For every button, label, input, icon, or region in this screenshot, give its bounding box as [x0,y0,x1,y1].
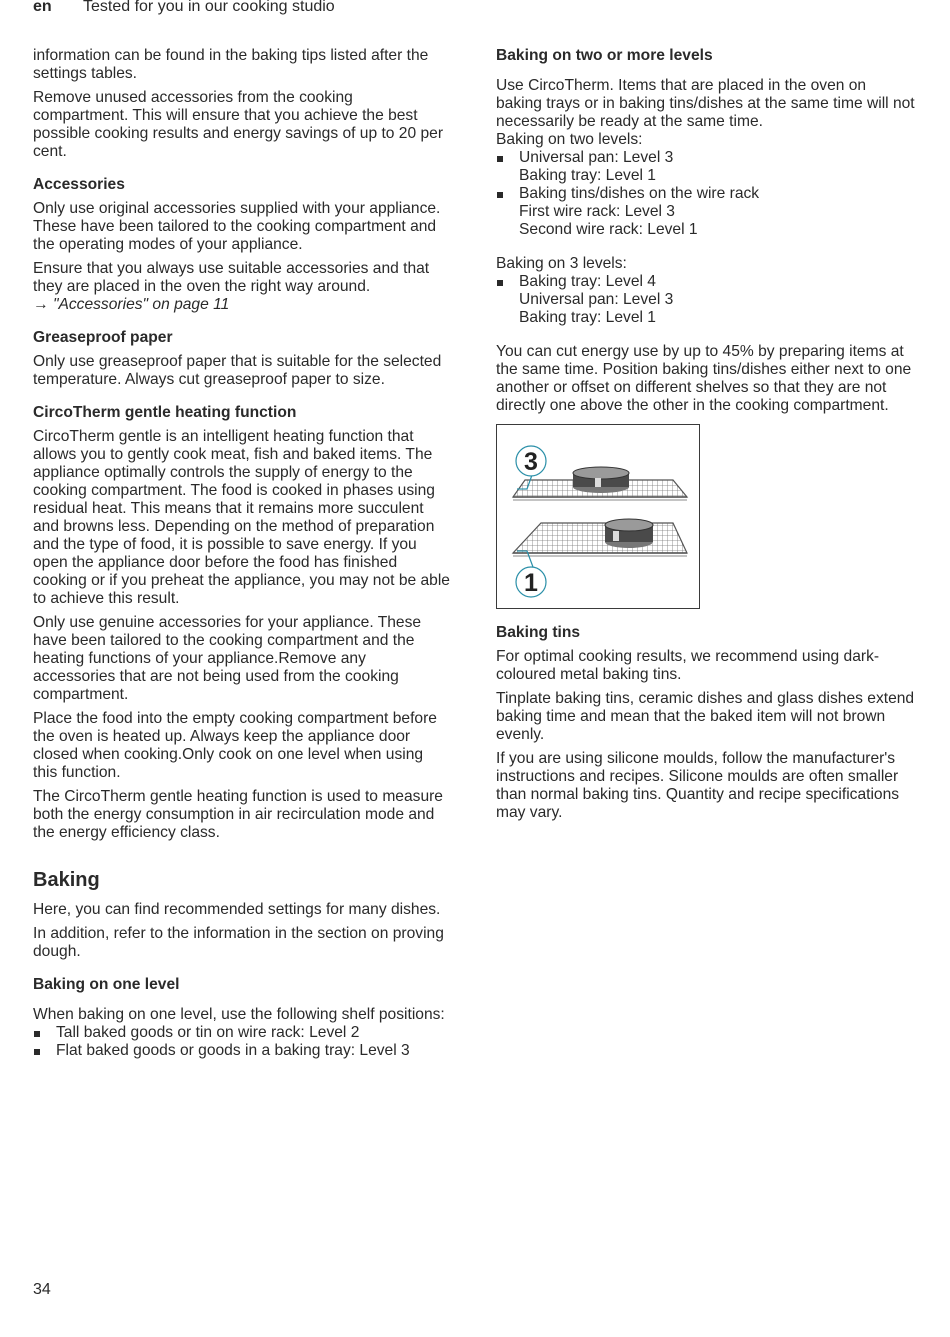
list-line: Baking tray: Level 4 [519,273,656,290]
lower-baking-tin [605,519,653,548]
heading-baking-one-level: Baking on one level [33,976,180,993]
paragraph: Here, you can find recommended settings for many dishes. [33,901,441,918]
list-line: Baking tray: Level 1 [519,167,656,184]
level-1-label: 1 [524,569,538,597]
paragraph: Only use genuine accessories for your appliance. These have been tailored to the cooking compartment and the heating functions of your appliance.Remove any accessories that are not being used from the cooking compartment. [33,614,422,703]
list-line: Second wire rack: Level 1 [519,221,698,238]
language-code: en [33,0,52,15]
level-1-callout [516,551,546,597]
heading-baking-two-levels: Baking on two or more levels [496,47,713,64]
heading-circotherm: CircoTherm gentle heating function [33,404,297,421]
oven-racks-diagram [497,425,699,608]
right-column [496,47,916,828]
list-line: Baking tins/dishes on the wire rack [519,185,760,202]
paragraph: You can cut energy use by up to 45% by preparing items at the same time. Position baking tins/dishes either next to one another or offset on different shelves so that they are not directly one above the other in the cooking compartment. [496,343,912,414]
paragraph: Only use greaseproof paper that is suitable for the selected temperature. Always cut greaseproof paper to size. [33,353,442,388]
list-item: Flat baked goods or goods in a baking tray: Level 3 [33,1042,451,1060]
list-item [496,149,916,185]
paragraph: CircoTherm gentle is an intelligent heating function that allows you to gently cook meat, fish and baked items. The appliance optimally controls the supply of energy to the cooking compartment. The food is cooked in phases using residual heat. This means that it remains more succulent and browns less. Depending on the method of preparation and the type of food, it is possible to save energy. If you open the appliance door before the food has finished cooking or if you preheat the appliance, you may not be able to achieve this result. [33,428,450,607]
lower-wire-rack [513,523,687,556]
level-3-label: 3 [524,448,538,476]
paragraph: Tinplate baking tins, ceramic dishes and glass dishes extend baking time and mean that the baked item will not brown evenly. [496,690,915,743]
shelf-position-illustration [496,424,700,609]
section-title-baking: Baking [33,869,100,891]
paragraph: Place the food into the empty cooking compartment before the oven is heated up. Always keep the appliance door closed when cooking.Only cook on one level when using this function. [33,710,437,781]
heading-accessories: Accessories [33,176,125,193]
paragraph [33,260,451,314]
heading-baking-tins: Baking tins [496,624,581,641]
bullet-list [496,273,916,327]
list-line: Universal pan: Level 3 [519,149,674,166]
bullet-list [496,149,916,239]
header-title: Tested for you in our cooking studio [83,0,335,15]
list-line: Universal pan: Level 3 [519,291,674,308]
paragraph: Only use original accessories supplied with your appliance. These have been tailored to the cooking compartment and the operating modes of your appliance. [33,200,441,253]
paragraph: information can be found in the baking tips listed after the settings tables. [33,47,429,82]
page-number: 34 [33,1281,51,1298]
arrow-icon: → [33,296,49,313]
paragraph-text: Ensure that you always use suitable accessories and that they are placed in the oven the right way around. [33,260,430,295]
bullet-list [33,1024,451,1060]
paragraph: Remove unused accessories from the cooking compartment. This will ensure that you achieve the best possible cooking results and energy savings of up to 20 per cent. [33,89,444,160]
list-line: Baking tray: Level 1 [519,309,656,326]
page-header [33,0,335,17]
paragraph: The CircoTherm gentle heating function is used to measure both the energy consumption in air recirculation mode and the energy efficiency class. [33,788,443,841]
list-item: Tall baked goods or tin on wire rack: Level 2 [33,1024,451,1042]
list-intro: Baking on two levels: [496,131,643,148]
paragraph: For optimal cooking results, we recommend using dark-coloured metal baking tins. [496,648,880,683]
heading-greaseproof-paper: Greaseproof paper [33,329,173,346]
cross-reference-link[interactable] [33,296,229,313]
list-line: First wire rack: Level 3 [519,203,675,220]
list-intro: Baking on 3 levels: [496,255,627,272]
paragraph: If you are using silicone moulds, follow the manufacturer's instructions and recipes. Silicone moulds are often smaller than normal baking tins. Quantity and recipe specifications may vary. [496,750,900,821]
left-column [33,47,451,1066]
paragraph: When baking on one level, use the following shelf positions: [33,1006,445,1023]
paragraph: Use CircoTherm. Items that are placed in the oven on baking trays or in baking tins/dishes at the same time will not necessarily be ready at the same time. [496,77,915,130]
list-item [496,185,916,239]
upper-baking-tin [573,467,629,493]
paragraph: In addition, refer to the information in the section on proving dough. [33,925,444,960]
cross-reference-text: "Accessories" on page 11 [52,296,230,313]
list-item [496,273,916,327]
